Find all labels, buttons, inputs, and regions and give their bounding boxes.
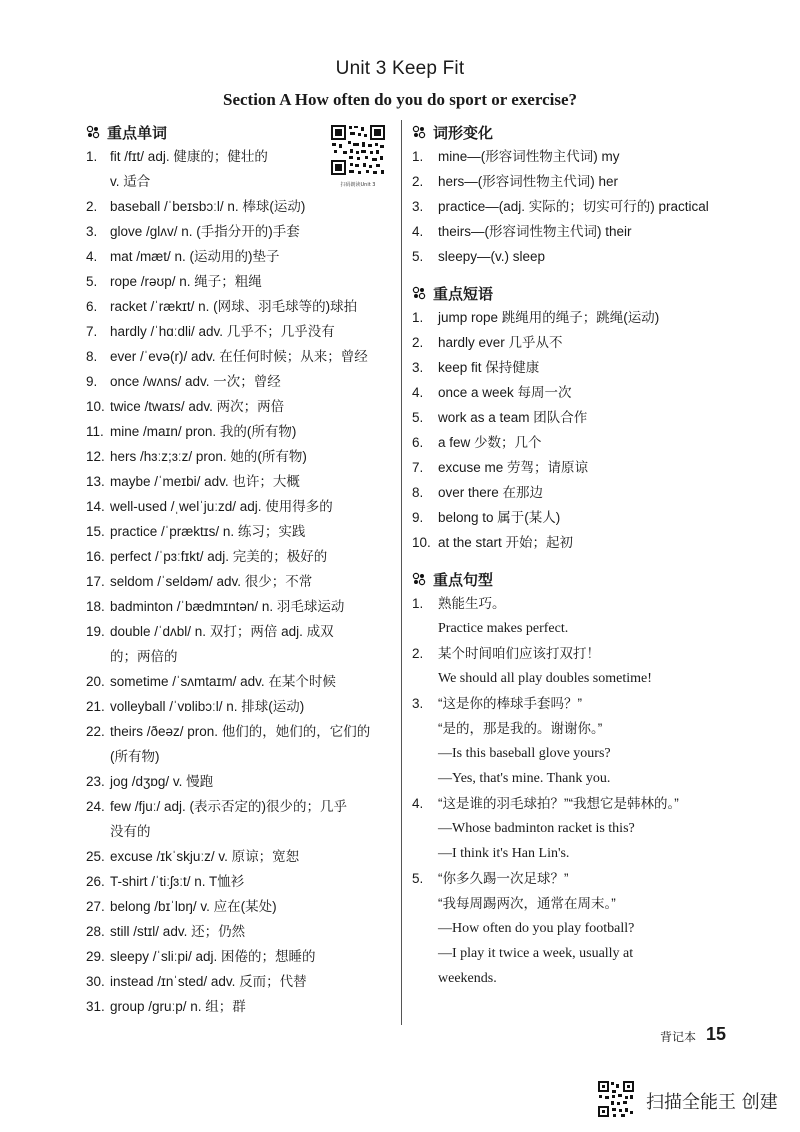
item-main-text: once /wʌns/ adv. 一次；曾经 [110, 374, 281, 389]
item-text [438, 244, 728, 269]
item-main-text: jump rope 跳绳用的绳子；跳绳(运动) [438, 310, 660, 325]
item-main-text: well-used /ˌwelˈjuːzd/ adj. 使用得多的 [110, 499, 333, 514]
item-main-text: practice—(adj. 实际的；切实可行的) practical [438, 199, 709, 214]
vocab-entry [86, 369, 391, 394]
vocab-entry [86, 469, 391, 494]
item-number: 23. [86, 774, 105, 789]
section-bullet-icon [412, 286, 426, 300]
phrase-entry [412, 430, 728, 455]
word-form-entry [412, 244, 728, 269]
vocab-entry [86, 944, 391, 969]
item-number: 2. [412, 174, 424, 189]
section-bullet-icon [412, 125, 426, 139]
item-main-text: twice /twaɪs/ adv. 两次；两倍 [110, 399, 285, 414]
scanner-qr-icon [597, 1080, 635, 1118]
item-number: 7. [86, 324, 98, 339]
item-main-text: keep fit 保持健康 [438, 360, 540, 375]
item-text [110, 619, 391, 669]
vocab-section [86, 120, 391, 1019]
item-number: 1. [412, 310, 424, 325]
item-text [438, 641, 728, 691]
item-continuation: 没有的 [110, 824, 151, 839]
item-number: 17. [86, 574, 105, 589]
item-text [438, 791, 728, 866]
item-number: 4. [412, 796, 424, 811]
item-text [438, 866, 728, 991]
item-text [110, 194, 391, 219]
item-text [438, 219, 728, 244]
item-text [438, 144, 728, 169]
item-number: 19. [86, 624, 105, 639]
sentences-list [412, 591, 728, 991]
item-main-text: fit /fɪt/ adj. 健康的；健壮的 [110, 149, 268, 164]
item-number: 2. [412, 335, 424, 350]
column-divider [401, 120, 402, 1025]
item-main-text: sleepy—(v.) sleep [438, 249, 546, 264]
sentence-english: —I play it twice a week, usually at [438, 946, 634, 961]
vocab-entry [86, 894, 391, 919]
item-main-text: jog /dʒɒɡ/ v. 慢跑 [110, 774, 214, 789]
vocab-entry [86, 269, 391, 294]
item-main-text: at the start 开始；起初 [438, 535, 574, 550]
item-number: 1. [412, 149, 424, 164]
vocab-entry [86, 144, 391, 194]
vocab-heading-text: 重点单词 [107, 123, 168, 142]
item-text [110, 344, 391, 369]
sentence-chinese: “这是你的棒球手套吗？” [438, 696, 582, 711]
item-number: 20. [86, 674, 105, 689]
item-main-text: racket /ˈrækɪt/ n. (网球、羽毛球等的)球拍 [110, 299, 358, 314]
item-text [438, 480, 728, 505]
page-number: 15 [706, 1024, 727, 1044]
item-number: 3. [412, 360, 424, 375]
item-text [110, 794, 391, 844]
item-number: 18. [86, 599, 105, 614]
vocab-entry [86, 444, 391, 469]
item-number: 1. [412, 596, 424, 611]
vocab-entry [86, 394, 391, 419]
item-main-text: mat /mæt/ n. (运动用的)垫子 [110, 249, 280, 264]
vocab-entry [86, 419, 391, 444]
item-main-text: T-shirt /ˈtiːʃɜːt/ n. T恤衫 [110, 874, 245, 889]
phrase-entry [412, 355, 728, 380]
sentence-english: —I think it's Han Lin's. [438, 846, 570, 861]
item-number: 6. [86, 299, 98, 314]
item-main-text: a few 少数；几个 [438, 435, 542, 450]
item-main-text: baseball /ˈbeɪsbɔːl/ n. 棒球(运动) [110, 199, 306, 214]
item-main-text: hardly /ˈhɑːdli/ adv. 几乎不；几乎没有 [110, 324, 335, 339]
phrase-entry [412, 505, 728, 530]
sentences-heading [412, 567, 728, 591]
phrase-entry [412, 405, 728, 430]
phrase-entry [412, 480, 728, 505]
qr-caption: 扫码朗读Unit 3 [340, 182, 376, 188]
sentence-chinese: “这是谁的羽毛球拍？”“我想它是韩林的。” [438, 796, 679, 811]
sentence-chinese: “你多久踢一次足球？” [438, 871, 569, 886]
phrase-entry [412, 380, 728, 405]
item-main-text: instead /ɪnˈsted/ adv. 反而；代替 [110, 974, 307, 989]
item-text [110, 569, 391, 594]
item-text [438, 405, 728, 430]
item-number: 2. [412, 646, 424, 661]
phrases-list [412, 305, 728, 555]
item-number: 28. [86, 924, 105, 939]
sentence-entry [412, 641, 728, 691]
item-number: 30. [86, 974, 105, 989]
item-main-text: practice /ˈpræktɪs/ n. 练习；实践 [110, 524, 306, 539]
item-number: 26. [86, 874, 105, 889]
item-text [110, 444, 391, 469]
item-number: 3. [86, 224, 98, 239]
phrase-entry [412, 305, 728, 330]
item-number: 11. [86, 424, 104, 439]
phrases-heading [412, 281, 728, 305]
item-text [438, 691, 728, 791]
item-text [438, 194, 728, 219]
item-main-text: hers /hɜːz;ɜːz/ pron. 她的(所有物) [110, 449, 307, 464]
vocab-entry [86, 519, 391, 544]
vocab-entry [86, 244, 391, 269]
item-text [110, 969, 391, 994]
item-text [110, 144, 391, 194]
vocab-entry [86, 494, 391, 519]
sentence-english: —Whose badminton racket is this? [438, 821, 635, 836]
item-number: 8. [86, 349, 98, 364]
footer-label: 背记本 [660, 1030, 697, 1044]
item-text [110, 244, 391, 269]
item-text [110, 844, 391, 869]
item-text [110, 394, 391, 419]
item-main-text: hardly ever 几乎从不 [438, 335, 563, 350]
item-main-text: sleepy /ˈsliːpi/ adj. 困倦的；想睡的 [110, 949, 316, 964]
word-form-entry [412, 169, 728, 194]
item-text [110, 519, 391, 544]
vocab-entry [86, 344, 391, 369]
item-text [110, 319, 391, 344]
item-main-text: ever /ˈevə(r)/ adv. 在任何时候；从来；曾经 [110, 349, 368, 364]
item-main-text: theirs /ðeəz/ pron. 他们的，她们的，它们的 [110, 724, 371, 739]
word-form-entry [412, 144, 728, 169]
item-text [110, 669, 391, 694]
section-bullet-icon [86, 125, 100, 139]
item-text [438, 530, 728, 555]
sentence-english: We should all play doubles sometime! [438, 671, 652, 686]
sentence-entry [412, 691, 728, 791]
item-main-text: perfect /ˈpɜːfɪkt/ adj. 完美的；极好的 [110, 549, 328, 564]
item-text [438, 169, 728, 194]
item-main-text: work as a team 团队合作 [438, 410, 588, 425]
item-main-text: rope /rəʊp/ n. 绳子；粗绳 [110, 274, 262, 289]
item-main-text: excuse me 劳驾；请原谅 [438, 460, 589, 475]
item-main-text: theirs—(形容词性物主代词) their [438, 224, 632, 239]
vocab-entry [86, 969, 391, 994]
item-main-text: volleyball /ˈvɒlibɔːl/ n. 排球(运动) [110, 699, 305, 714]
unit-title: Unit 3 Keep Fit [335, 58, 465, 79]
sentence-entry [412, 866, 728, 991]
item-number: 24. [86, 799, 105, 814]
item-continuation: 的；两倍的 [110, 649, 178, 664]
item-number: 16. [86, 549, 105, 564]
vocab-entry [86, 594, 391, 619]
sentence-chinese: 熟能生巧。 [438, 596, 506, 611]
scanner-watermark: 扫描全能王 创建 [646, 1092, 778, 1113]
vocab-heading [86, 120, 391, 144]
item-text [110, 719, 391, 769]
sentence-english: weekends. [438, 971, 497, 986]
word-forms-list [412, 144, 728, 269]
item-text [438, 355, 728, 380]
sentence-english: —Yes, that's mine. Thank you. [438, 771, 611, 786]
item-text [110, 919, 391, 944]
item-number: 5. [412, 410, 424, 425]
item-number: 10. [412, 535, 431, 550]
item-text [110, 294, 391, 319]
sentence-entry [412, 591, 728, 641]
phrases-heading-text: 重点短语 [433, 284, 494, 303]
item-main-text: double /ˈdʌbl/ n. 双打；两倍 adj. 成双 [110, 624, 334, 639]
item-main-text: seldom /ˈseldəm/ adv. 很少；不常 [110, 574, 313, 589]
vocab-entry [86, 869, 391, 894]
item-text [110, 869, 391, 894]
item-text [110, 894, 391, 919]
sentence-chinese: “我每周踢两次，通常在周末。” [438, 896, 616, 911]
item-main-text: group /ɡruːp/ n. 组；群 [110, 999, 246, 1014]
word-form-entry [412, 219, 728, 244]
item-main-text: sometime /ˈsʌmtaɪm/ adv. 在某个时候 [110, 674, 336, 689]
vocab-entry [86, 619, 391, 669]
item-number: 9. [86, 374, 98, 389]
item-number: 29. [86, 949, 105, 964]
item-text [110, 594, 391, 619]
item-text [110, 419, 391, 444]
item-number: 21. [86, 699, 105, 714]
item-text [110, 769, 391, 794]
item-text [438, 330, 728, 355]
item-number: 22. [86, 724, 105, 739]
item-main-text: mine—(形容词性物主代词) my [438, 149, 620, 164]
item-number: 5. [86, 274, 98, 289]
item-number: 31. [86, 999, 105, 1014]
item-main-text: mine /maɪn/ pron. 我的(所有物) [110, 424, 297, 439]
vocab-entry [86, 794, 391, 844]
section-title: Section A How often do you do sport or exercise? [223, 90, 577, 109]
item-number: 8. [412, 485, 424, 500]
vocab-entry [86, 319, 391, 344]
vocab-entry [86, 994, 391, 1019]
item-text [110, 544, 391, 569]
item-number: 9. [412, 510, 424, 525]
item-continuation: (所有物) [110, 749, 160, 764]
right-column [412, 120, 728, 991]
section-bullet-icon [412, 572, 426, 586]
item-number: 12. [86, 449, 105, 464]
vocab-entry [86, 194, 391, 219]
item-main-text: excuse /ɪkˈskjuːz/ v. 原谅；宽恕 [110, 849, 300, 864]
phrase-entry [412, 530, 728, 555]
item-number: 3. [412, 199, 424, 214]
item-text [110, 694, 391, 719]
item-main-text: badminton /ˈbædmɪntən/ n. 羽毛球运动 [110, 599, 345, 614]
item-text [438, 305, 728, 330]
item-main-text: hers—(形容词性物主代词) her [438, 174, 619, 189]
item-number: 10. [86, 399, 105, 414]
item-main-text: over there 在那边 [438, 485, 544, 500]
sentence-chinese: “是的，那是我的。谢谢你。” [438, 721, 603, 736]
item-number: 5. [412, 871, 424, 886]
item-number: 7. [412, 460, 424, 475]
item-main-text: once a week 每周一次 [438, 385, 572, 400]
item-text [110, 219, 391, 244]
vocab-entry [86, 844, 391, 869]
sentence-english: Practice makes perfect. [438, 621, 569, 636]
item-number: 15. [86, 524, 105, 539]
vocab-entry [86, 694, 391, 719]
vocab-list [86, 144, 391, 1019]
vocab-entry [86, 219, 391, 244]
word-forms-heading-text: 词形变化 [433, 123, 494, 142]
item-number: 6. [412, 435, 424, 450]
item-number: 1. [86, 149, 98, 164]
item-text [110, 469, 391, 494]
item-text [110, 944, 391, 969]
vocab-entry [86, 669, 391, 694]
sentence-english: —Is this baseball glove yours? [438, 746, 611, 761]
item-number: 14. [86, 499, 105, 514]
word-forms-heading [412, 120, 728, 144]
item-number: 2. [86, 199, 98, 214]
item-text [110, 994, 391, 1019]
item-number: 25. [86, 849, 105, 864]
vocab-entry [86, 769, 391, 794]
item-text [438, 380, 728, 405]
item-text [438, 591, 728, 641]
vocab-entry [86, 569, 391, 594]
phrase-entry [412, 455, 728, 480]
item-text [110, 369, 391, 394]
vocab-entry [86, 294, 391, 319]
item-text [438, 430, 728, 455]
item-text [110, 494, 391, 519]
item-number: 4. [86, 249, 98, 264]
item-number: 27. [86, 899, 105, 914]
item-text [438, 505, 728, 530]
item-number: 3. [412, 696, 424, 711]
item-text [110, 269, 391, 294]
sentences-heading-text: 重点句型 [433, 570, 494, 589]
sentence-entry [412, 791, 728, 866]
item-main-text: few /fjuː/ adj. (表示否定的)很少的；几乎 [110, 799, 348, 814]
item-continuation: v. 适合 [110, 174, 151, 189]
vocab-entry [86, 919, 391, 944]
item-main-text: glove /ɡlʌv/ n. (手指分开的)手套 [110, 224, 300, 239]
phrase-entry [412, 330, 728, 355]
sentence-chinese: 某个时间咱们应该打双打！ [438, 646, 600, 661]
item-number: 5. [412, 249, 424, 264]
sentence-english: —How often do you play football? [438, 921, 635, 936]
vocab-entry [86, 719, 391, 769]
item-text [438, 455, 728, 480]
item-number: 4. [412, 385, 424, 400]
word-form-entry [412, 194, 728, 219]
item-main-text: maybe /ˈmeɪbi/ adv. 也许；大概 [110, 474, 300, 489]
item-main-text: belong to 属于(某人) [438, 510, 561, 525]
vocab-entry [86, 544, 391, 569]
item-main-text: still /stɪl/ adv. 还；仍然 [110, 924, 246, 939]
item-number: 13. [86, 474, 105, 489]
item-number: 4. [412, 224, 424, 239]
item-main-text: belong /bɪˈlɒŋ/ v. 应在(某处) [110, 899, 277, 914]
